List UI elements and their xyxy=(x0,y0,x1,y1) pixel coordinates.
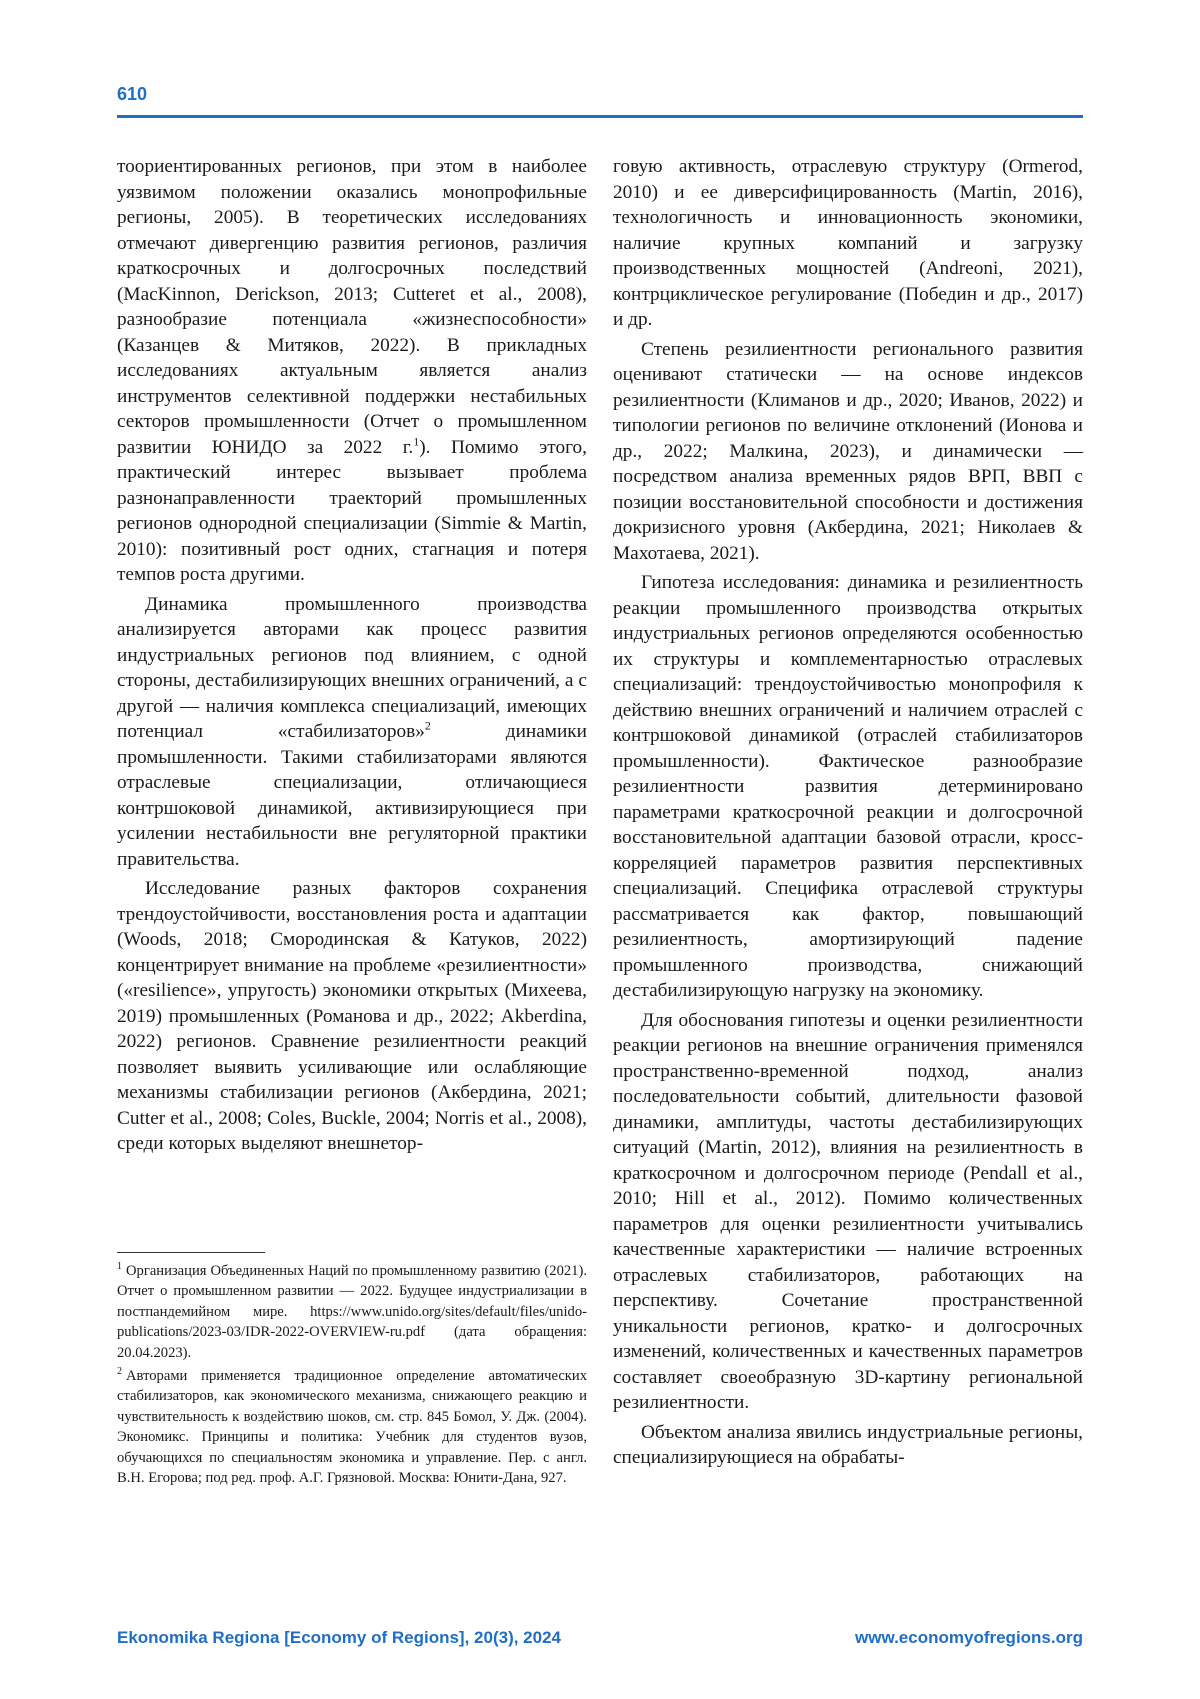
page-number: 610 xyxy=(117,84,148,104)
paragraph: Объектом анализа явились индустриальные регионы, специализирующиеся на обрабаты- xyxy=(613,1421,1083,1468)
paragraph xyxy=(117,592,587,873)
footnote-2 xyxy=(117,1366,587,1488)
footnote-mark: 2 xyxy=(117,1366,122,1378)
footnote-ref[interactable]: 1 xyxy=(413,434,420,449)
footnotes xyxy=(117,1252,587,1491)
website-link[interactable]: www.economyofregions.org xyxy=(855,1628,1083,1647)
paragraph-text: Динамика промышленного производства анализируется авторами как процесс развития индустриальных регионов под влиянием, с одной стороны, дестабилизирующих внешних ограничений, а с другой — наличия комплекса специализаций, имеющих потенциал «стабилизаторов» xyxy=(117,593,587,742)
footnote-1 xyxy=(117,1261,587,1363)
left-column xyxy=(117,154,587,1161)
footnote-rule xyxy=(117,1252,265,1253)
paragraph-text: ). Помимо этого, практический интерес вызывает проблема разнонаправленности траекторий промышленных регионов однородной специализации (Simmie & Martin, 2010): позитивный рост одних, стагнация и потеря темпов роста другими. xyxy=(117,436,588,585)
paragraph: Степень резилиентности регионального развития оценивают статически — на основе индексов резилиентности (Климанов и др., 2020; Иванов, 2022) и типологии регионов по величине отклонений (Ионова и др., 2022; Малкина, 2023), и динамически — посредством анализа временных рядов ВРП, ВВП с позиции восстановительной способности и достижения докризисного уровня (Акбердина, 2021; Николаев & Махотаева, 2021). xyxy=(613,338,1083,564)
journal-citation: Ekonomika Regiona [Economy of Regions], 20(3), 2024 xyxy=(117,1628,561,1647)
right-column xyxy=(613,154,1083,1475)
paragraph: Гипотеза исследования: динамика и резилиентность реакции промышленного производства открытых индустриальных регионов определяются особенностью их структуры и комплементарностью отраслевых специализаций: трендоустойчивостью монопрофиля к действию внешних ограничений и наличием отраслей с контршоковой динамикой (отраслей стабилизаторов промышленности). Фактическое разнообразие резилиентности развития детерминировано параметрами краткосрочной реакции и долгосрочной восстановительной адаптации базовой отрасли, кросс-корреляцией параметров развития перспективных специализаций. Специфика отраслевой структуры рассматривается как фактор, повышающий резилиентность, амортизирующий падение промышленного производства, снижающий дестабилизирующую нагрузку на экономику. xyxy=(613,572,1083,1001)
paragraph xyxy=(117,154,587,588)
footnote-text: Авторами применяется традиционное определение автоматических стабилизаторов, как экономического механизма, снижающего реакцию и чувствительность к воздействию шоков, см. стр. 845 Бомол, У. Дж. (2004). Экономикс. Принципы и политика: Учебник для студентов вузов, обучающихся по специальностям экономика и управление. Пер. с англ. В.Н. Егорова; под ред. проф. А.Г. Грязновой. Москва: Юнити-Дана, 927. xyxy=(117,1368,587,1487)
paragraph-text: динамики промышленности. Такими стабилизаторами являются отраслевые специализации, отличающиеся контршоковой динамикой, активизирующиеся при усилении нестабильности вне регуляторной практики правительства. xyxy=(117,721,587,870)
paragraph: говую активность, отраслевую структуру (Ormerod, 2010) и ее диверсифицированность (Martin, 2016), технологичность и инновационность экономики, наличие крупных компаний и загрузку производственных мощностей (Andreoni, 2021), контрциклическое регулирование (Победин и др., 2017) и др. xyxy=(613,156,1083,330)
footnote-ref[interactable]: 2 xyxy=(424,718,431,733)
footnote-text: Организация Объединенных Наций по промышленному развитию (2021). Отчет о промышленном развитии — 2022. Будущее индустриализации в постпандемийном мире. https://www.unido.org/sites/default/files/unido-publications/2023-03/IDR-2022-OVERVIEW-ru.pdf (дата обращения: 20.04.2023). xyxy=(117,1263,587,1361)
header-rule xyxy=(117,115,1083,118)
paragraph-text: тоориентированных регионов, при этом в наиболее уязвимом положении оказались монопрофильные регионы, 2005). В теоретических исследованиях отмечают дивергенцию развития регионов, различия краткосрочных и долгосрочных последствий (MacKinnon, Derickson, 2013; Cutteret et al., 2008), разнообразие потенциала «жизнеспособности» (Казанцев & Митяков, 2022). В прикладных исследованиях актуальным является анализ инструментов селективной поддержки нестабильных секторов промышленности (Отчет о промышленном развитии ЮНИДО за 2022 г. xyxy=(117,156,587,458)
paragraph: Для обоснования гипотезы и оценки резилиентности реакции регионов на внешние ограничения применялся пространственно-временной подход, анализ последовательности событий, длительности фазовой динамики, амплитуды, частоты дестабилизирующих ситуаций (Martin, 2012), влияния на резилиентность в краткосрочном и долгосрочном периоде (Pendall et al., 2010; Hill et al., 2012). Помимо количественных параметров для оценки резилиентности учитывались качественные характеристики — наличие встроенных отраслевых стабилизаторов, работающих на перспективу. Сочетание пространственной уникальности регионов, кратко- и долгосрочных изменений, количественных и качественных параметров составляет своеобразную 3D-картину региональной резилиентности. xyxy=(613,1009,1083,1413)
footnote-mark: 1 xyxy=(117,1261,122,1273)
paragraph: Исследование разных факторов сохранения трендоустойчивости, восстановления роста и адаптации (Woods, 2018; Смородинская & Катуков, 2022) концентрирует внимание на проблеме «резилиентности» («resilience», упругость) экономики открытых (Михеева, 2019) промышленных (Романова и др., 2022; Akberdina, 2022) регионов. Сравнение резилиентности реакций позволяет выявить усиливающие или ослабляющие механизмы стабилизации регионов (Акбердина, 2021; Cutter et al., 2008; Coles, Buckle, 2004; Norris et al., 2008), среди которых выделяют внешнетор- xyxy=(117,878,587,1154)
